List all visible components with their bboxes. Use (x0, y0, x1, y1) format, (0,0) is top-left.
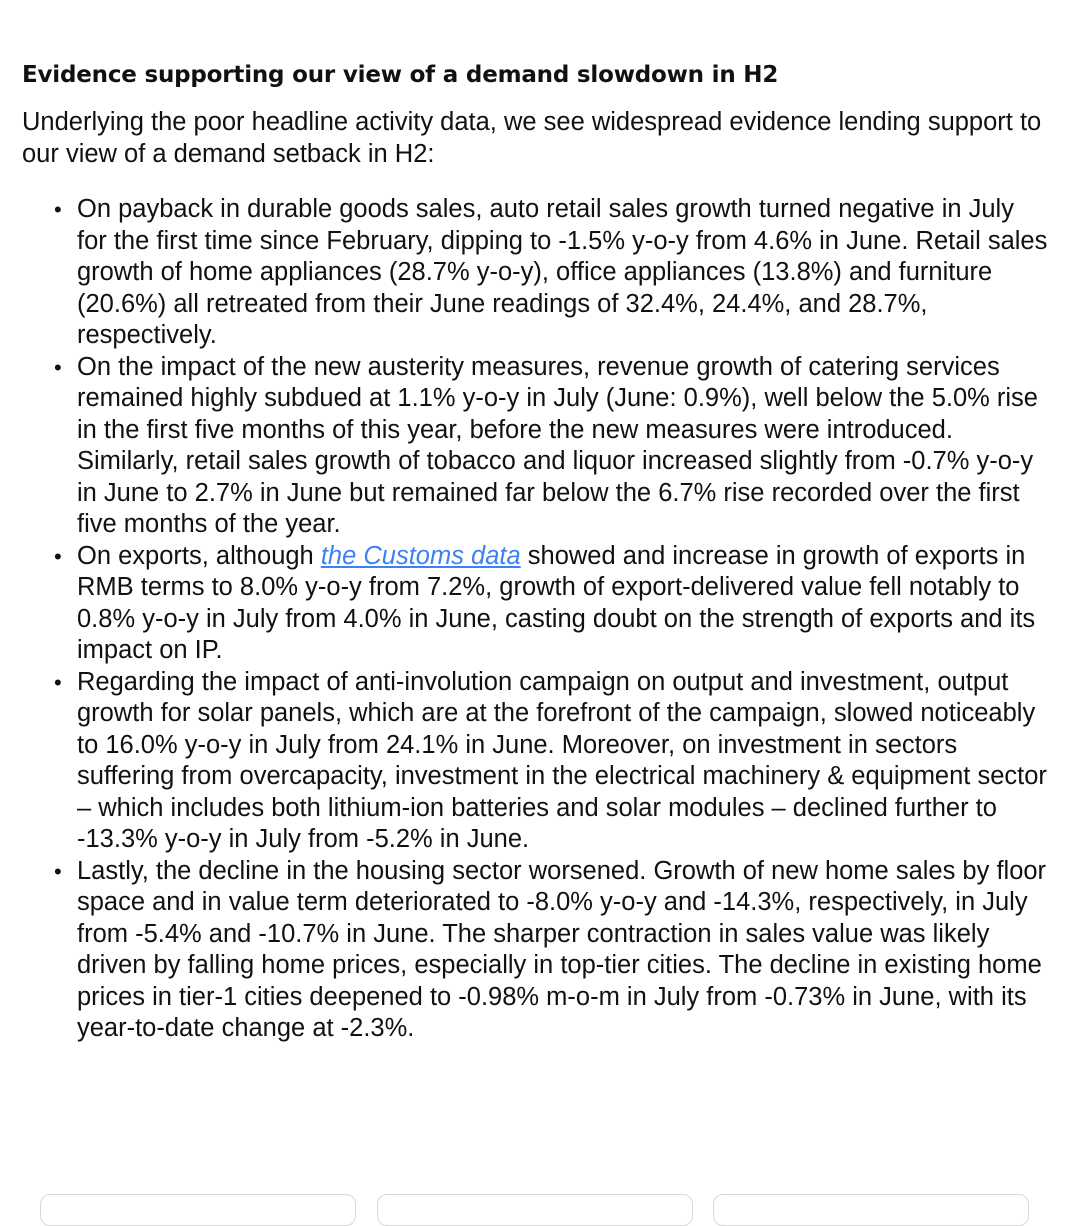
list-item (22, 194, 1050, 352)
bullet-icon: • (54, 669, 62, 695)
document-body (22, 58, 1050, 1045)
list-item-text-before-link: On exports, although (77, 541, 321, 570)
list-item-text: On the impact of the new austerity measures, revenue growth of catering services remained highly subdued at 1.1% y-o-y in July (June: 0.9%), well below the 5.0% rise in the first five months of this year, before the new measures were introduced. Similarly, retail sales growth of tobacco and liquor increased slightly from -0.7% y-o-y in June to 2.7% in June but remained far below the 6.7% rise recorded over the first five months of the year. (77, 352, 1038, 538)
bottom-action-button-2[interactable] (377, 1194, 693, 1226)
section-heading: Evidence supporting our view of a demand slowdown in H2 (22, 62, 779, 88)
list-item (22, 667, 1050, 856)
list-item-text: Regarding the impact of anti-involution campaign on output and investment, output growth for solar panels, which are at the forefront of the campaign, slowed noticeably to 16.0% y-o-y in July from 24.1% in June. Moreover, on investment in sectors suffering from overcapacity, investment in the electrical machinery & equipment sector – which includes both lithium-ion batteries and solar modules – declined further to -13.3% y-o-y in July from -5.2% in June. (77, 667, 1047, 853)
bottom-action-button-3[interactable] (713, 1194, 1029, 1226)
bottom-action-bar (0, 1188, 1071, 1200)
list-item (22, 352, 1050, 541)
bullet-icon: • (54, 354, 62, 380)
list-item-text-after-link: showed and increase in growth of exports in RMB terms to 8.0% y-o-y from 7.2%, growth of export-delivered value fell notably to 0.8% y-o-y in July from 4.0% in June, casting doubt on the strength of exports and its impact on IP. (77, 541, 1036, 664)
customs-data-link[interactable]: the Customs data (320, 541, 521, 570)
bullet-icon: • (54, 197, 62, 222)
list-item (22, 541, 1050, 667)
bullet-icon: • (54, 543, 62, 569)
list-item-text: On payback in durable goods sales, auto retail sales growth turned negative in July for the first time since February, dipping to -1.5% y-o-y from 4.6% in June. Retail sales growth of home appliances (28.7% y-o-y), office appliances (13.8%) and furniture (20.6%) all retreated from their June readings of 32.4%, 24.4%, and 28.7%, respectively. (77, 195, 1048, 349)
bullet-list (22, 194, 1050, 1045)
list-item (22, 856, 1050, 1045)
list-item-text: Lastly, the decline in the housing sector worsened. Growth of new home sales by floor space and in value term deteriorated to -8.0% y-o-y and -14.3%, respectively, in July from -5.4% and -10.7% in June. The sharper contraction in sales value was likely driven by falling home prices, especially in top-tier cities. The decline in existing home prices in tier-1 cities deepened to -0.98% m-o-m in July from -0.73% in June, with its year-to-date change at -2.3%. (77, 856, 1047, 1042)
bottom-action-button-1[interactable] (40, 1194, 356, 1226)
bullet-icon: • (54, 858, 62, 884)
intro-paragraph: Underlying the poor headline activity data, we see widespread evidence lending support to our view of a demand setback in H2: (22, 108, 1042, 168)
